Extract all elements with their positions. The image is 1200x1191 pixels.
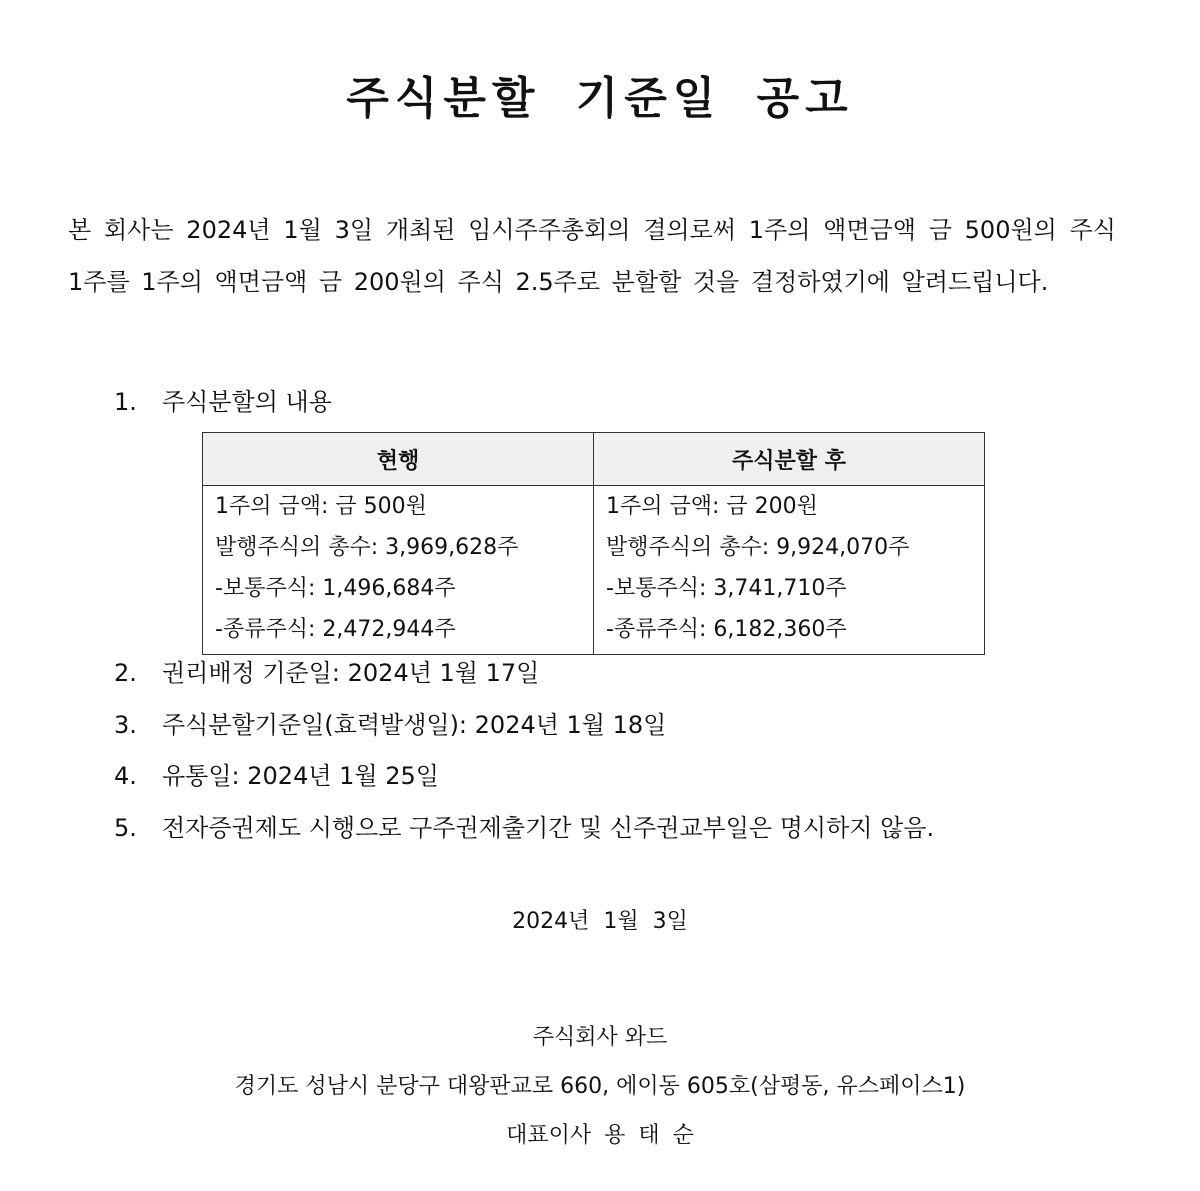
current-cell xyxy=(203,486,594,655)
company-name: 주식회사 와드 xyxy=(532,1025,668,1050)
table-header-row xyxy=(203,433,985,486)
notice-title: 주식분할 기준일 공고 xyxy=(346,73,854,124)
after-class-shares: -종류주식: 6,182,360주 xyxy=(606,617,847,642)
list-item-text: 주식분할의 내용 xyxy=(162,388,332,416)
split-details-table xyxy=(202,432,985,655)
current-common-shares: -보통주식: 1,496,684주 xyxy=(215,576,456,601)
notice-date: 2024년 1월 3일 xyxy=(512,909,688,934)
after-cell xyxy=(594,486,985,655)
list-item-text: 주식분할기준일(효력발생일): 2024년 1월 18일 xyxy=(162,711,667,739)
list-item-text: 권리배정 기준일: 2024년 1월 17일 xyxy=(162,659,540,687)
list-item-number: 4. xyxy=(114,762,137,790)
list-item-text: 유통일: 2024년 1월 25일 xyxy=(162,762,439,790)
intro-paragraph: 본 회사는 2024년 1월 3일 개최된 임시주주총회의 결의로써 1주의 액면금액 금 500원의 주식 1주를 1주의 액면금액 금 200원의 주식 2.5주로 분할할 것을 결정하였기에 알려드립니다. xyxy=(68,216,1116,296)
list-item-number: 3. xyxy=(114,711,137,739)
list-item-number: 2. xyxy=(114,659,137,687)
list-item-number: 1. xyxy=(114,388,137,416)
ceo-name: 대표이사 용 태 순 xyxy=(506,1123,694,1148)
after-par-value: 1주의 금액: 금 200원 xyxy=(606,494,818,519)
current-total-shares: 발행주식의 총수: 3,969,628주 xyxy=(215,535,519,560)
list-item-split-details xyxy=(114,386,332,418)
header-after-split: 주식분할 후 xyxy=(594,433,985,486)
list-item-text: 전자증권제도 시행으로 구주권제출기간 및 신주권교부일은 명시하지 않음. xyxy=(162,814,935,842)
list-item-listing-date xyxy=(114,760,439,792)
list-item-electronic-securities-note xyxy=(114,812,934,844)
company-address: 경기도 성남시 분당구 대왕판교로 660, 에이동 605호(삼평동, 유스페이스1) xyxy=(234,1074,966,1099)
list-item-record-date xyxy=(114,657,539,689)
current-par-value: 1주의 금액: 금 500원 xyxy=(215,494,427,519)
current-class-shares: -종류주식: 2,472,944주 xyxy=(215,617,456,642)
list-item-effective-date xyxy=(114,709,666,741)
after-total-shares: 발행주식의 총수: 9,924,070주 xyxy=(606,535,910,560)
table-row xyxy=(203,486,985,655)
list-item-number: 5. xyxy=(114,814,137,842)
header-current: 현행 xyxy=(203,433,594,486)
after-common-shares: -보통주식: 3,741,710주 xyxy=(606,576,847,601)
